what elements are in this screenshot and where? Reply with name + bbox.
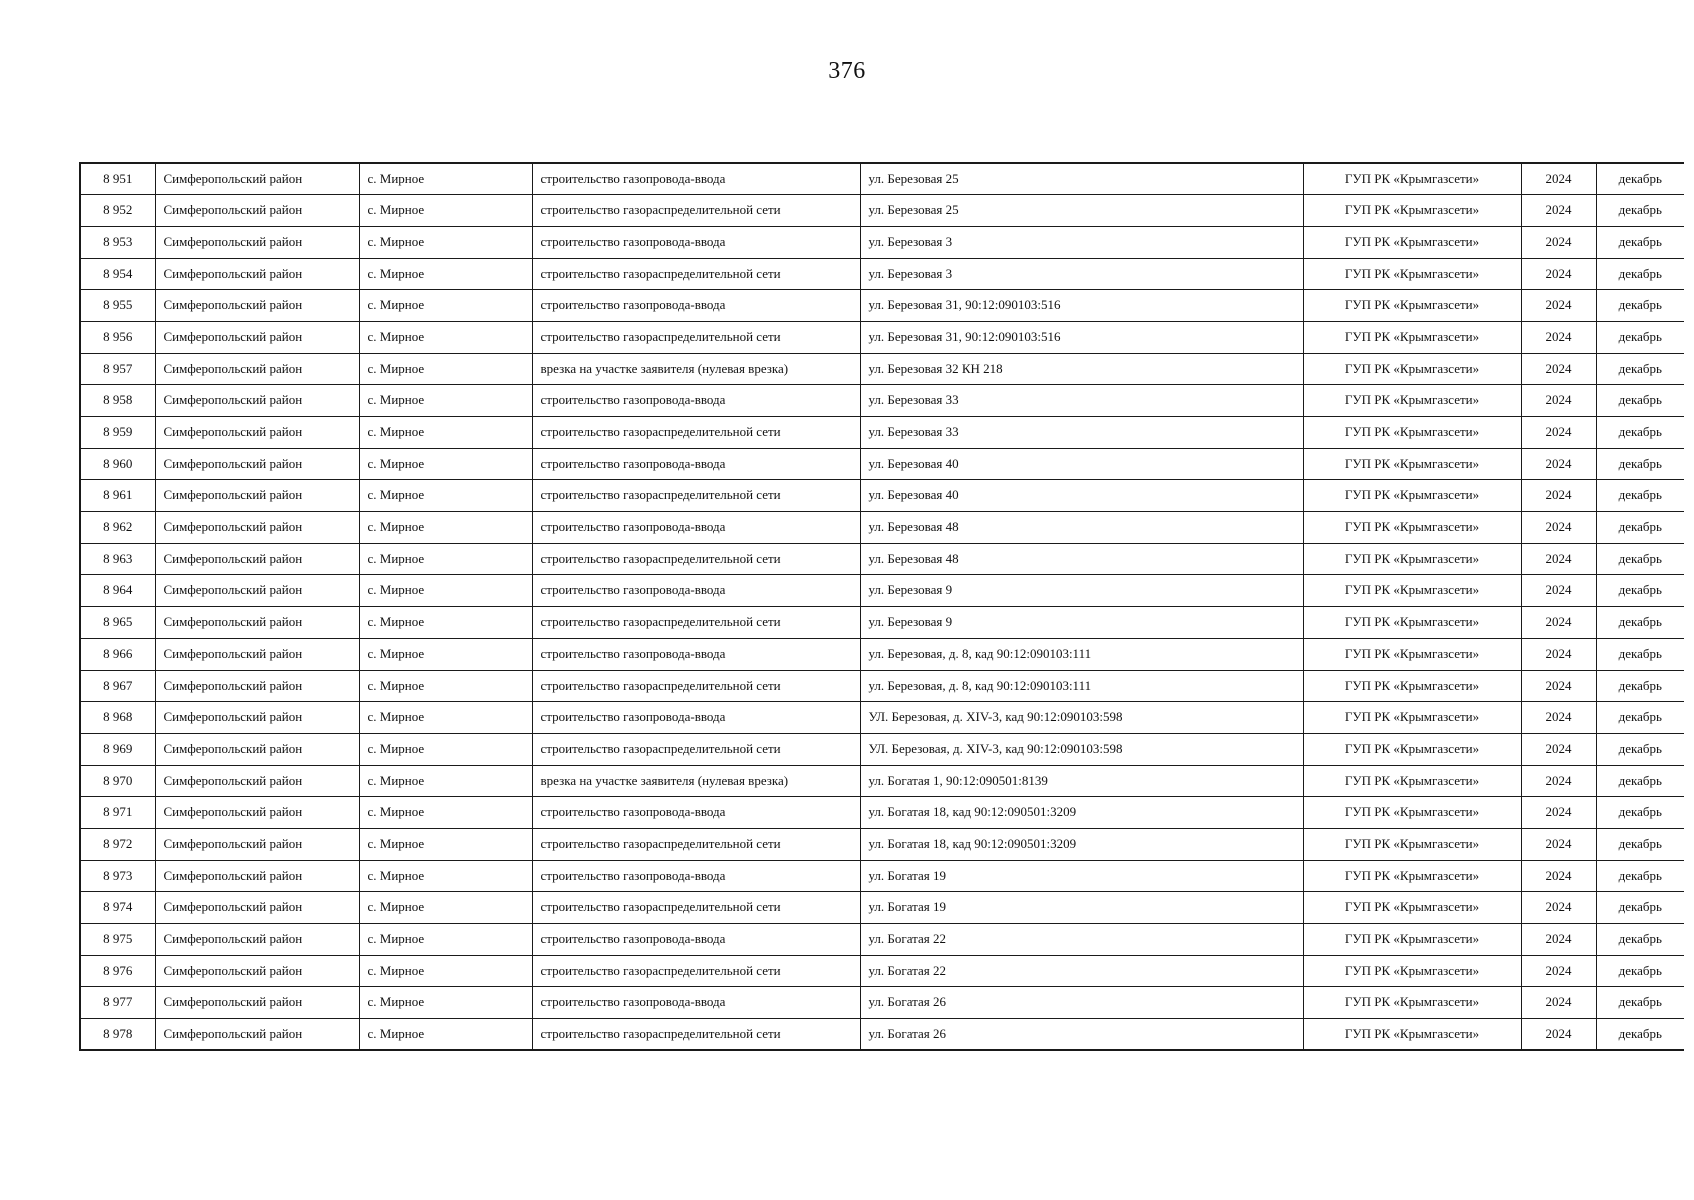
year-cell: 2024 [1521, 258, 1596, 290]
work-type-cell: строительство газопровода-ввода [532, 575, 860, 607]
address-cell: ул. Березовая 3 [860, 226, 1303, 258]
month-cell: декабрь [1596, 1019, 1684, 1051]
table-row [80, 955, 1684, 987]
month-cell: декабрь [1596, 448, 1684, 480]
locality-cell: с. Мирное [359, 163, 532, 195]
address-cell: ул. Березовая, д. 8, кад 90:12:090103:111 [860, 670, 1303, 702]
work-type-cell: строительство газораспределительной сети [532, 733, 860, 765]
district-cell: Симферопольский район [155, 797, 359, 829]
address-cell: ул. Богатая 22 [860, 955, 1303, 987]
month-cell: декабрь [1596, 670, 1684, 702]
row-number-cell: 8 963 [80, 543, 155, 575]
work-type-cell: строительство газораспределительной сети [532, 480, 860, 512]
year-cell: 2024 [1521, 290, 1596, 322]
page-number: 376 [828, 58, 866, 84]
table-row [80, 448, 1684, 480]
organization-cell: ГУП РК «Крымгазсети» [1303, 575, 1521, 607]
address-cell: ул. Березовая 48 [860, 543, 1303, 575]
district-cell: Симферопольский район [155, 480, 359, 512]
month-cell: декабрь [1596, 638, 1684, 670]
year-cell: 2024 [1521, 448, 1596, 480]
table-row [80, 417, 1684, 449]
year-cell: 2024 [1521, 575, 1596, 607]
year-cell: 2024 [1521, 733, 1596, 765]
district-cell: Симферопольский район [155, 385, 359, 417]
table-row [80, 702, 1684, 734]
work-type-cell: строительство газопровода-ввода [532, 385, 860, 417]
organization-cell: ГУП РК «Крымгазсети» [1303, 955, 1521, 987]
address-cell: ул. Богатая 22 [860, 924, 1303, 956]
address-cell: ул. Богатая 19 [860, 892, 1303, 924]
organization-cell: ГУП РК «Крымгазсети» [1303, 226, 1521, 258]
year-cell: 2024 [1521, 163, 1596, 195]
row-number-cell: 8 962 [80, 512, 155, 544]
row-number-cell: 8 972 [80, 828, 155, 860]
address-cell: УЛ. Березовая, д. XIV-3, кад 90:12:090103:598 [860, 702, 1303, 734]
year-cell: 2024 [1521, 226, 1596, 258]
locality-cell: с. Мирное [359, 765, 532, 797]
organization-cell: ГУП РК «Крымгазсети» [1303, 163, 1521, 195]
month-cell: декабрь [1596, 860, 1684, 892]
district-cell: Симферопольский район [155, 258, 359, 290]
district-cell: Симферопольский район [155, 543, 359, 575]
row-number-cell: 8 966 [80, 638, 155, 670]
table-row [80, 290, 1684, 322]
table-row [80, 543, 1684, 575]
locality-cell: с. Мирное [359, 987, 532, 1019]
row-number-cell: 8 957 [80, 353, 155, 385]
locality-cell: с. Мирное [359, 385, 532, 417]
year-cell: 2024 [1521, 987, 1596, 1019]
district-cell: Симферопольский район [155, 702, 359, 734]
year-cell: 2024 [1521, 892, 1596, 924]
work-type-cell: строительство газораспределительной сети [532, 828, 860, 860]
address-cell: ул. Богатая 1, 90:12:090501:8139 [860, 765, 1303, 797]
organization-cell: ГУП РК «Крымгазсети» [1303, 924, 1521, 956]
row-number-cell: 8 964 [80, 575, 155, 607]
work-type-cell: строительство газораспределительной сети [532, 892, 860, 924]
organization-cell: ГУП РК «Крымгазсети» [1303, 480, 1521, 512]
year-cell: 2024 [1521, 860, 1596, 892]
address-cell: ул. Березовая 25 [860, 195, 1303, 227]
month-cell: декабрь [1596, 607, 1684, 639]
address-cell: ул. Березовая 31, 90:12:090103:516 [860, 321, 1303, 353]
district-cell: Симферопольский район [155, 924, 359, 956]
work-type-cell: строительство газопровода-ввода [532, 638, 860, 670]
district-cell: Симферопольский район [155, 417, 359, 449]
month-cell: декабрь [1596, 290, 1684, 322]
table-row [80, 575, 1684, 607]
district-cell: Симферопольский район [155, 353, 359, 385]
district-cell: Симферопольский район [155, 575, 359, 607]
row-number-cell: 8 973 [80, 860, 155, 892]
work-type-cell: строительство газопровода-ввода [532, 512, 860, 544]
year-cell: 2024 [1521, 417, 1596, 449]
table-row [80, 733, 1684, 765]
address-cell: ул. Березовая 33 [860, 417, 1303, 449]
work-type-cell: строительство газораспределительной сети [532, 607, 860, 639]
month-cell: декабрь [1596, 480, 1684, 512]
register-table-body [80, 163, 1684, 1050]
table-row [80, 828, 1684, 860]
locality-cell: с. Мирное [359, 290, 532, 322]
district-cell: Симферопольский район [155, 290, 359, 322]
row-number-cell: 8 967 [80, 670, 155, 702]
locality-cell: с. Мирное [359, 670, 532, 702]
address-cell: ул. Березовая 3 [860, 258, 1303, 290]
table-row [80, 638, 1684, 670]
organization-cell: ГУП РК «Крымгазсети» [1303, 797, 1521, 829]
district-cell: Симферопольский район [155, 448, 359, 480]
address-cell: ул. Богатая 18, кад 90:12:090501:3209 [860, 797, 1303, 829]
locality-cell: с. Мирное [359, 226, 532, 258]
locality-cell: с. Мирное [359, 543, 532, 575]
organization-cell: ГУП РК «Крымгазсети» [1303, 860, 1521, 892]
locality-cell: с. Мирное [359, 417, 532, 449]
work-type-cell: строительство газопровода-ввода [532, 290, 860, 322]
organization-cell: ГУП РК «Крымгазсети» [1303, 1019, 1521, 1051]
address-cell: УЛ. Березовая, д. XIV-3, кад 90:12:090103:598 [860, 733, 1303, 765]
year-cell: 2024 [1521, 480, 1596, 512]
district-cell: Симферопольский район [155, 955, 359, 987]
row-number-cell: 8 953 [80, 226, 155, 258]
work-type-cell: строительство газопровода-ввода [532, 448, 860, 480]
organization-cell: ГУП РК «Крымгазсети» [1303, 765, 1521, 797]
table-row [80, 385, 1684, 417]
month-cell: декабрь [1596, 575, 1684, 607]
month-cell: декабрь [1596, 955, 1684, 987]
month-cell: декабрь [1596, 702, 1684, 734]
row-number-cell: 8 969 [80, 733, 155, 765]
work-type-cell: строительство газопровода-ввода [532, 797, 860, 829]
address-cell: ул. Березовая 9 [860, 607, 1303, 639]
district-cell: Симферопольский район [155, 892, 359, 924]
locality-cell: с. Мирное [359, 258, 532, 290]
table-row [80, 480, 1684, 512]
district-cell: Симферопольский район [155, 987, 359, 1019]
work-type-cell: строительство газопровода-ввода [532, 860, 860, 892]
locality-cell: с. Мирное [359, 480, 532, 512]
district-cell: Симферопольский район [155, 226, 359, 258]
table-row [80, 195, 1684, 227]
month-cell: декабрь [1596, 353, 1684, 385]
district-cell: Симферопольский район [155, 828, 359, 860]
row-number-cell: 8 956 [80, 321, 155, 353]
organization-cell: ГУП РК «Крымгазсети» [1303, 543, 1521, 575]
work-type-cell: строительство газораспределительной сети [532, 258, 860, 290]
locality-cell: с. Мирное [359, 575, 532, 607]
work-type-cell: строительство газораспределительной сети [532, 195, 860, 227]
month-cell: декабрь [1596, 163, 1684, 195]
table-row [80, 353, 1684, 385]
district-cell: Симферопольский район [155, 195, 359, 227]
work-type-cell: строительство газораспределительной сети [532, 543, 860, 575]
work-type-cell: строительство газораспределительной сети [532, 321, 860, 353]
district-cell: Симферопольский район [155, 607, 359, 639]
year-cell: 2024 [1521, 638, 1596, 670]
address-cell: ул. Березовая 25 [860, 163, 1303, 195]
row-number-cell: 8 974 [80, 892, 155, 924]
year-cell: 2024 [1521, 353, 1596, 385]
locality-cell: с. Мирное [359, 702, 532, 734]
row-number-cell: 8 961 [80, 480, 155, 512]
locality-cell: с. Мирное [359, 797, 532, 829]
address-cell: ул. Богатая 19 [860, 860, 1303, 892]
month-cell: декабрь [1596, 733, 1684, 765]
table-row [80, 163, 1684, 195]
row-number-cell: 8 978 [80, 1019, 155, 1051]
district-cell: Симферопольский район [155, 670, 359, 702]
table-row [80, 512, 1684, 544]
row-number-cell: 8 951 [80, 163, 155, 195]
year-cell: 2024 [1521, 512, 1596, 544]
month-cell: декабрь [1596, 828, 1684, 860]
organization-cell: ГУП РК «Крымгазсети» [1303, 417, 1521, 449]
row-number-cell: 8 968 [80, 702, 155, 734]
year-cell: 2024 [1521, 765, 1596, 797]
organization-cell: ГУП РК «Крымгазсети» [1303, 321, 1521, 353]
year-cell: 2024 [1521, 670, 1596, 702]
table-row [80, 797, 1684, 829]
locality-cell: с. Мирное [359, 828, 532, 860]
work-type-cell: строительство газопровода-ввода [532, 226, 860, 258]
month-cell: декабрь [1596, 512, 1684, 544]
year-cell: 2024 [1521, 607, 1596, 639]
work-type-cell: строительство газораспределительной сети [532, 955, 860, 987]
organization-cell: ГУП РК «Крымгазсети» [1303, 892, 1521, 924]
organization-cell: ГУП РК «Крымгазсети» [1303, 290, 1521, 322]
locality-cell: с. Мирное [359, 448, 532, 480]
row-number-cell: 8 976 [80, 955, 155, 987]
month-cell: декабрь [1596, 226, 1684, 258]
work-type-cell: строительство газораспределительной сети [532, 670, 860, 702]
organization-cell: ГУП РК «Крымгазсети» [1303, 828, 1521, 860]
row-number-cell: 8 958 [80, 385, 155, 417]
work-type-cell: строительство газораспределительной сети [532, 1019, 860, 1051]
row-number-cell: 8 960 [80, 448, 155, 480]
locality-cell: с. Мирное [359, 955, 532, 987]
year-cell: 2024 [1521, 702, 1596, 734]
month-cell: декабрь [1596, 892, 1684, 924]
year-cell: 2024 [1521, 321, 1596, 353]
district-cell: Симферопольский район [155, 1019, 359, 1051]
district-cell: Симферопольский район [155, 733, 359, 765]
month-cell: декабрь [1596, 321, 1684, 353]
year-cell: 2024 [1521, 543, 1596, 575]
organization-cell: ГУП РК «Крымгазсети» [1303, 385, 1521, 417]
district-cell: Симферопольский район [155, 638, 359, 670]
table-row [80, 670, 1684, 702]
table-row [80, 1019, 1684, 1051]
work-type-cell: строительство газопровода-ввода [532, 924, 860, 956]
district-cell: Симферопольский район [155, 321, 359, 353]
organization-cell: ГУП РК «Крымгазсети» [1303, 258, 1521, 290]
row-number-cell: 8 955 [80, 290, 155, 322]
row-number-cell: 8 970 [80, 765, 155, 797]
address-cell: ул. Березовая 31, 90:12:090103:516 [860, 290, 1303, 322]
table-row [80, 987, 1684, 1019]
year-cell: 2024 [1521, 828, 1596, 860]
table-row [80, 321, 1684, 353]
month-cell: декабрь [1596, 987, 1684, 1019]
organization-cell: ГУП РК «Крымгазсети» [1303, 987, 1521, 1019]
table-row [80, 924, 1684, 956]
table-row [80, 765, 1684, 797]
row-number-cell: 8 954 [80, 258, 155, 290]
locality-cell: с. Мирное [359, 638, 532, 670]
row-number-cell: 8 977 [80, 987, 155, 1019]
organization-cell: ГУП РК «Крымгазсети» [1303, 638, 1521, 670]
work-type-cell: строительство газопровода-ввода [532, 702, 860, 734]
locality-cell: с. Мирное [359, 512, 532, 544]
organization-cell: ГУП РК «Крымгазсети» [1303, 195, 1521, 227]
address-cell: ул. Березовая 40 [860, 448, 1303, 480]
row-number-cell: 8 959 [80, 417, 155, 449]
locality-cell: с. Мирное [359, 321, 532, 353]
organization-cell: ГУП РК «Крымгазсети» [1303, 448, 1521, 480]
year-cell: 2024 [1521, 195, 1596, 227]
year-cell: 2024 [1521, 385, 1596, 417]
year-cell: 2024 [1521, 955, 1596, 987]
district-cell: Симферопольский район [155, 512, 359, 544]
address-cell: ул. Березовая 40 [860, 480, 1303, 512]
locality-cell: с. Мирное [359, 1019, 532, 1051]
month-cell: декабрь [1596, 924, 1684, 956]
locality-cell: с. Мирное [359, 195, 532, 227]
locality-cell: с. Мирное [359, 860, 532, 892]
table-row [80, 258, 1684, 290]
year-cell: 2024 [1521, 797, 1596, 829]
table-row [80, 607, 1684, 639]
table-row [80, 892, 1684, 924]
district-cell: Симферопольский район [155, 163, 359, 195]
month-cell: декабрь [1596, 195, 1684, 227]
month-cell: декабрь [1596, 543, 1684, 575]
work-type-cell: строительство газопровода-ввода [532, 987, 860, 1019]
month-cell: декабрь [1596, 385, 1684, 417]
year-cell: 2024 [1521, 1019, 1596, 1051]
organization-cell: ГУП РК «Крымгазсети» [1303, 670, 1521, 702]
address-cell: ул. Березовая 33 [860, 385, 1303, 417]
month-cell: декабрь [1596, 417, 1684, 449]
organization-cell: ГУП РК «Крымгазсети» [1303, 733, 1521, 765]
locality-cell: с. Мирное [359, 733, 532, 765]
month-cell: декабрь [1596, 765, 1684, 797]
locality-cell: с. Мирное [359, 924, 532, 956]
month-cell: декабрь [1596, 797, 1684, 829]
address-cell: ул. Богатая 26 [860, 1019, 1303, 1051]
address-cell: ул. Березовая 32 КН 218 [860, 353, 1303, 385]
table-row [80, 226, 1684, 258]
work-type-cell: врезка на участке заявителя (нулевая врезка) [532, 353, 860, 385]
work-type-cell: строительство газораспределительной сети [532, 417, 860, 449]
address-cell: ул. Березовая, д. 8, кад 90:12:090103:111 [860, 638, 1303, 670]
row-number-cell: 8 965 [80, 607, 155, 639]
row-number-cell: 8 952 [80, 195, 155, 227]
work-type-cell: врезка на участке заявителя (нулевая врезка) [532, 765, 860, 797]
address-cell: ул. Березовая 9 [860, 575, 1303, 607]
work-type-cell: строительство газопровода-ввода [532, 163, 860, 195]
locality-cell: с. Мирное [359, 892, 532, 924]
address-cell: ул. Березовая 48 [860, 512, 1303, 544]
locality-cell: с. Мирное [359, 607, 532, 639]
address-cell: ул. Богатая 26 [860, 987, 1303, 1019]
organization-cell: ГУП РК «Крымгазсети» [1303, 512, 1521, 544]
row-number-cell: 8 971 [80, 797, 155, 829]
row-number-cell: 8 975 [80, 924, 155, 956]
year-cell: 2024 [1521, 924, 1596, 956]
organization-cell: ГУП РК «Крымгазсети» [1303, 353, 1521, 385]
gas-connection-register-table [79, 162, 1684, 1051]
district-cell: Симферопольский район [155, 860, 359, 892]
organization-cell: ГУП РК «Крымгазсети» [1303, 702, 1521, 734]
district-cell: Симферопольский район [155, 765, 359, 797]
locality-cell: с. Мирное [359, 353, 532, 385]
month-cell: декабрь [1596, 258, 1684, 290]
organization-cell: ГУП РК «Крымгазсети» [1303, 607, 1521, 639]
table-row [80, 860, 1684, 892]
address-cell: ул. Богатая 18, кад 90:12:090501:3209 [860, 828, 1303, 860]
